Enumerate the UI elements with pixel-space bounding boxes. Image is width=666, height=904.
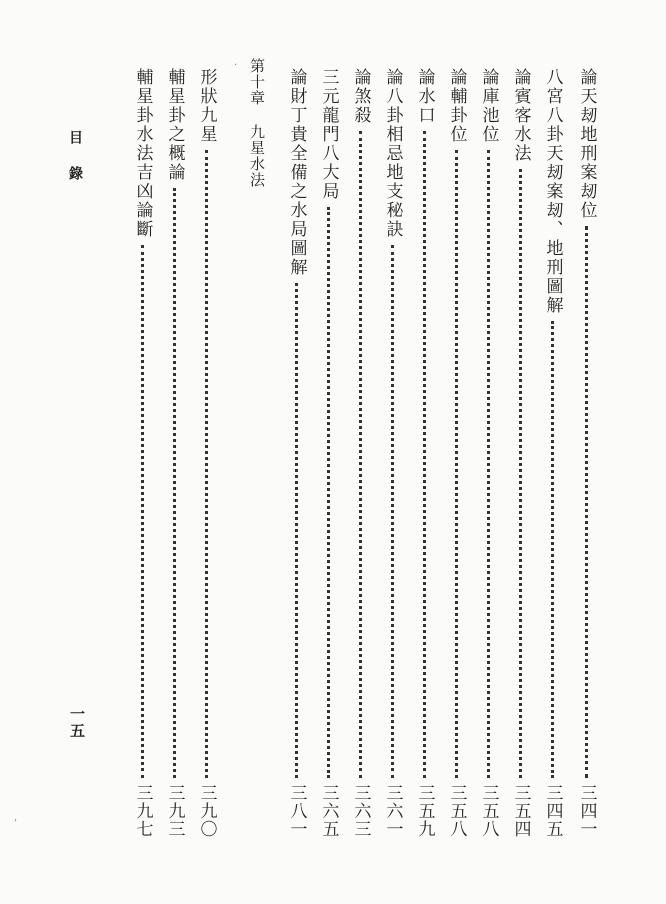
leader-dots [551, 321, 554, 778]
entry-title: 八宮八卦天刼案刼、地刑圖解 [542, 68, 563, 315]
scan-speck: , [14, 812, 18, 823]
entry-title: 論賓客水法 [510, 68, 531, 163]
entry-title: 論八卦相忌地支秘訣 [382, 68, 403, 239]
entry-page: 三六一 [382, 784, 403, 838]
entry-page: 三四五 [542, 784, 563, 838]
toc-entry [576, 68, 596, 838]
page-number: 一五 [68, 706, 86, 740]
entry-title: 形狀九星 [196, 68, 217, 144]
toc-entry [350, 68, 370, 838]
entry-page: 三五八 [478, 784, 499, 838]
toc-entry [318, 68, 338, 838]
scan-speck: · [234, 60, 238, 71]
entry-page: 三六三 [350, 784, 371, 838]
chapter-title: 九星水法 [248, 124, 266, 188]
leader-dots [141, 245, 144, 778]
entry-title: 論天刼地刑案刼位 [576, 68, 597, 220]
toc-entry [132, 68, 152, 838]
toc-entry [542, 68, 562, 838]
entry-page: 三五四 [510, 784, 531, 838]
toc-entry [414, 68, 434, 838]
toc-entry [286, 68, 306, 838]
entry-title: 論煞殺 [350, 68, 371, 125]
chapter-number: 第十章 [248, 58, 266, 106]
leader-dots [487, 150, 490, 778]
toc-entry [446, 68, 466, 838]
chapter-heading [242, 58, 264, 188]
leader-dots [585, 226, 588, 778]
entry-page: 三九三 [164, 784, 185, 838]
entry-page: 三九〇 [196, 784, 217, 838]
entry-page: 三五九 [414, 784, 435, 838]
leader-dots [519, 169, 522, 778]
leader-dots [173, 188, 176, 778]
leader-dots [423, 131, 426, 778]
entry-page: 三六五 [318, 784, 339, 838]
entry-title: 論輔卦位 [446, 68, 467, 144]
entry-page: 三八一 [286, 784, 307, 838]
entry-title: 輔星卦之概論 [164, 68, 185, 182]
entry-page: 三九七 [132, 784, 153, 838]
toc-entry [164, 68, 184, 838]
leader-dots [359, 131, 362, 778]
entry-title: 輔星卦水法吉凶論斷 [132, 68, 153, 239]
entry-page: 三四一 [576, 784, 597, 838]
toc-entry [510, 68, 530, 838]
leader-dots [455, 150, 458, 778]
entry-title: 論財丁貴全備之水局圖解 [286, 68, 307, 277]
leader-dots [205, 150, 208, 778]
leader-dots [391, 245, 394, 778]
entry-title: 三元龍門八大局 [318, 68, 339, 201]
running-head: 目錄 [67, 130, 83, 202]
leader-dots [327, 207, 330, 778]
entry-title: 論庫池位 [478, 68, 499, 144]
toc-entry [478, 68, 498, 838]
entry-title: 論水口 [414, 68, 435, 125]
toc-entry [196, 68, 216, 838]
entry-page: 三五八 [446, 784, 467, 838]
leader-dots [295, 283, 298, 778]
toc-entry [382, 68, 402, 838]
